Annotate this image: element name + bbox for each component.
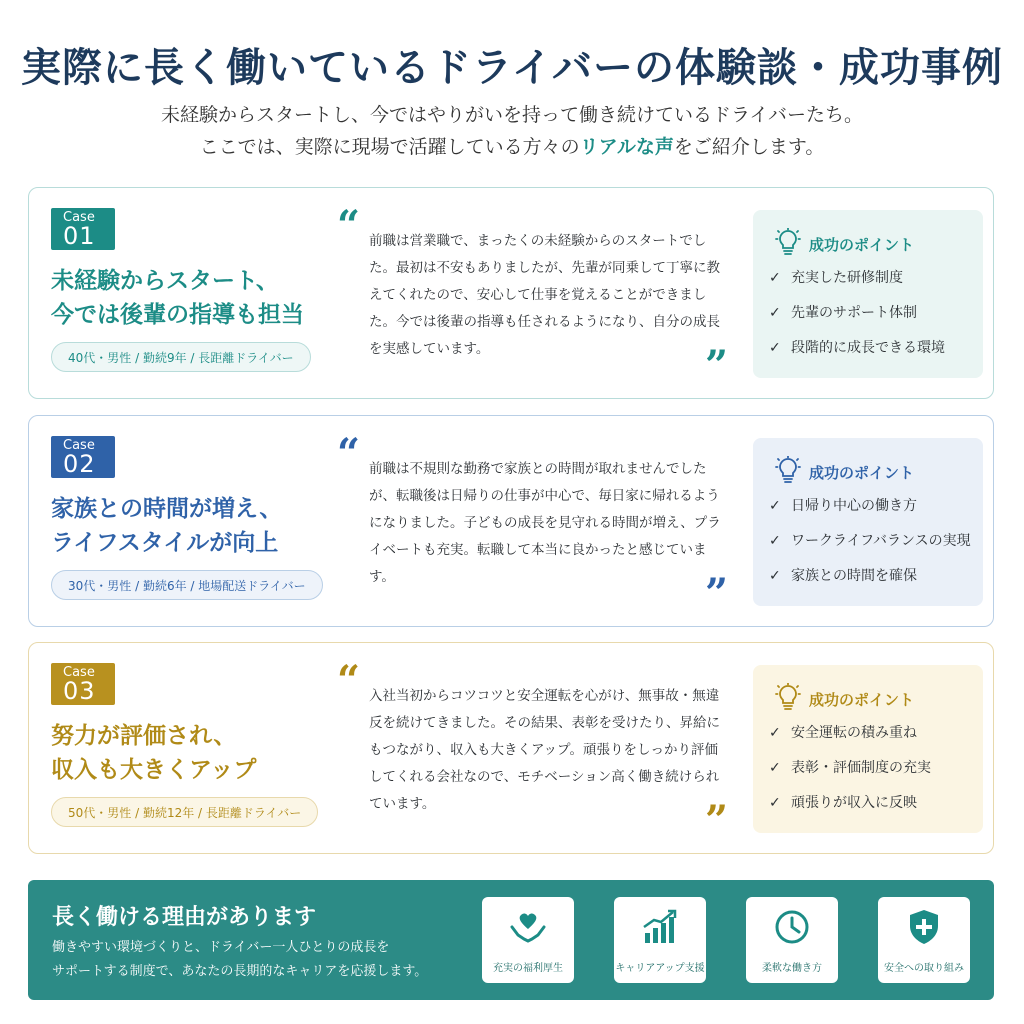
point-label: 段階的に成長できる環境 <box>791 340 945 356</box>
benefit-tile-career[interactable] <box>614 897 706 983</box>
headline-line: 努力が評価され、 <box>51 723 237 749</box>
clock-icon <box>772 907 812 947</box>
list-item <box>769 721 931 756</box>
case-headline <box>51 492 341 560</box>
benefit-tile-safety[interactable] <box>878 897 970 983</box>
case-number: 02 <box>63 450 96 478</box>
list-item <box>769 564 971 599</box>
testimonial-text: 入社当初からコツコツと安全運転を心がけ、無事故・無違反を続けてきました。その結果、表彰を受けたり、昇給にもつながり、収入も大きくアップ。頑張りをしっかり評価してくれる会社なので、モチベーション高く働き続けられています。 <box>369 688 720 812</box>
lightbulb-icon <box>775 456 801 484</box>
case-headline <box>51 719 341 787</box>
reasons-banner <box>28 880 994 1000</box>
tile-label: 充実の福利厚生 <box>493 963 563 974</box>
check-icon: ✓ <box>769 725 781 741</box>
list-item <box>769 756 931 791</box>
case-label: Case <box>63 210 95 225</box>
testimonial-text: 前職は営業職で、まったくの未経験からのスタートでした。最初は不安もありましたが、先輩が同乗して丁寧に教えてくれたので、安心して仕事を覚えることができました。今では後輩の指導も任されるようになり、自分の成長を実感しています。 <box>369 233 720 357</box>
point-label: 安全運転の積み重ね <box>791 725 917 741</box>
points-list <box>769 721 931 826</box>
headline-line: ライフスタイルが向上 <box>51 530 279 556</box>
list-item <box>769 336 945 371</box>
open-quote-icon: “ <box>337 657 361 704</box>
tile-label: キャリアアップ支援 <box>615 963 705 974</box>
point-label: 日帰り中心の働き方 <box>791 498 917 514</box>
shield-cross-icon <box>904 907 944 947</box>
success-points-box <box>753 210 983 378</box>
benefit-tile-flexible[interactable] <box>746 897 838 983</box>
list-item <box>769 494 971 529</box>
lead-text-part: をご紹介します。 <box>673 136 825 158</box>
point-label: 充実した研修制度 <box>791 270 903 286</box>
case-badge <box>51 208 115 250</box>
point-label: ワークライフバランスの実現 <box>791 533 971 549</box>
check-icon: ✓ <box>769 760 781 776</box>
growth-chart-icon <box>640 907 680 947</box>
page-title: 実際に長く働いているドライバーの体験談・成功事例 <box>21 45 1003 91</box>
banner-description <box>52 936 472 984</box>
profile-pill: 30代・男性 / 勤続6年 / 地場配送ドライバー <box>51 570 323 600</box>
check-icon: ✓ <box>769 340 781 356</box>
list-item <box>769 301 945 336</box>
lead-text-line2 <box>0 132 1024 159</box>
close-quote-icon: ” <box>705 797 729 844</box>
points-title: 成功のポイント <box>809 236 915 254</box>
case-badge <box>51 436 115 478</box>
tile-label: 安全への取り組み <box>884 963 964 974</box>
lightbulb-icon <box>775 228 801 256</box>
profile-pill: 50代・男性 / 勤続12年 / 長距離ドライバー <box>51 797 318 827</box>
point-label: 頑張りが収入に反映 <box>791 795 917 811</box>
case-number: 01 <box>63 222 96 250</box>
open-quote-icon: “ <box>337 202 361 249</box>
headline-line: 今では後輩の指導も担当 <box>51 302 304 328</box>
points-title: 成功のポイント <box>809 691 915 709</box>
check-icon: ✓ <box>769 795 781 811</box>
case-badge <box>51 663 115 705</box>
lightbulb-icon <box>775 683 801 711</box>
headline-line: 収入も大きくアップ <box>51 757 257 783</box>
point-label: 家族との時間を確保 <box>791 568 917 584</box>
lead-highlight: リアルな声 <box>579 136 674 158</box>
open-quote-icon: “ <box>337 430 361 477</box>
success-points-box <box>753 665 983 833</box>
list-item <box>769 529 971 564</box>
points-list <box>769 266 945 371</box>
success-points-box <box>753 438 983 606</box>
profile-pill: 40代・男性 / 勤続9年 / 長距離ドライバー <box>51 342 311 372</box>
case-label: Case <box>63 665 95 680</box>
banner-description-line: 働きやすい環境づくりと、ドライバー一人ひとりの成長を <box>52 940 390 955</box>
check-icon: ✓ <box>769 305 781 321</box>
case-card-03 <box>28 642 994 854</box>
close-quote-icon: ” <box>705 342 729 389</box>
headline-line: 家族との時間が増え、 <box>51 496 283 522</box>
case-label: Case <box>63 438 95 453</box>
check-icon: ✓ <box>769 498 781 514</box>
banner-description-line: サポートする制度で、あなたの長期的なキャリアを応援します。 <box>52 964 428 979</box>
list-item <box>769 791 931 826</box>
testimonial-text: 前職は不規則な勤務で家族との時間が取れませんでしたが、転職後は日帰りの仕事が中心で、毎日家に帰れるようになりました。子どもの成長を見守れる時間が増え、プライベートも充実。転職して本当に良かったと感じています。 <box>369 461 721 585</box>
benefit-tile-welfare[interactable] <box>482 897 574 983</box>
list-item <box>769 266 945 301</box>
check-icon: ✓ <box>769 270 781 286</box>
points-list <box>769 494 971 599</box>
point-label: 先輩のサポート体制 <box>791 305 917 321</box>
lead-text-line1: 未経験からスタートし、今ではやりがいを持って働き続けているドライバーたち。 <box>160 104 864 126</box>
case-headline <box>51 264 341 332</box>
case-card-02 <box>28 415 994 627</box>
banner-title: 長く働ける理由があります <box>52 905 317 930</box>
heart-hands-icon <box>508 907 548 947</box>
check-icon: ✓ <box>769 568 781 584</box>
point-label: 表彰・評価制度の充実 <box>791 760 931 776</box>
points-title: 成功のポイント <box>809 464 915 482</box>
headline-line: 未経験からスタート、 <box>51 268 279 294</box>
close-quote-icon: ” <box>705 570 729 617</box>
case-card-01 <box>28 187 994 399</box>
case-number: 03 <box>63 677 96 705</box>
tile-label: 柔軟な働き方 <box>762 963 822 974</box>
check-icon: ✓ <box>769 533 781 549</box>
lead-text-part: ここでは、実際に現場で活躍している方々の <box>199 136 580 158</box>
